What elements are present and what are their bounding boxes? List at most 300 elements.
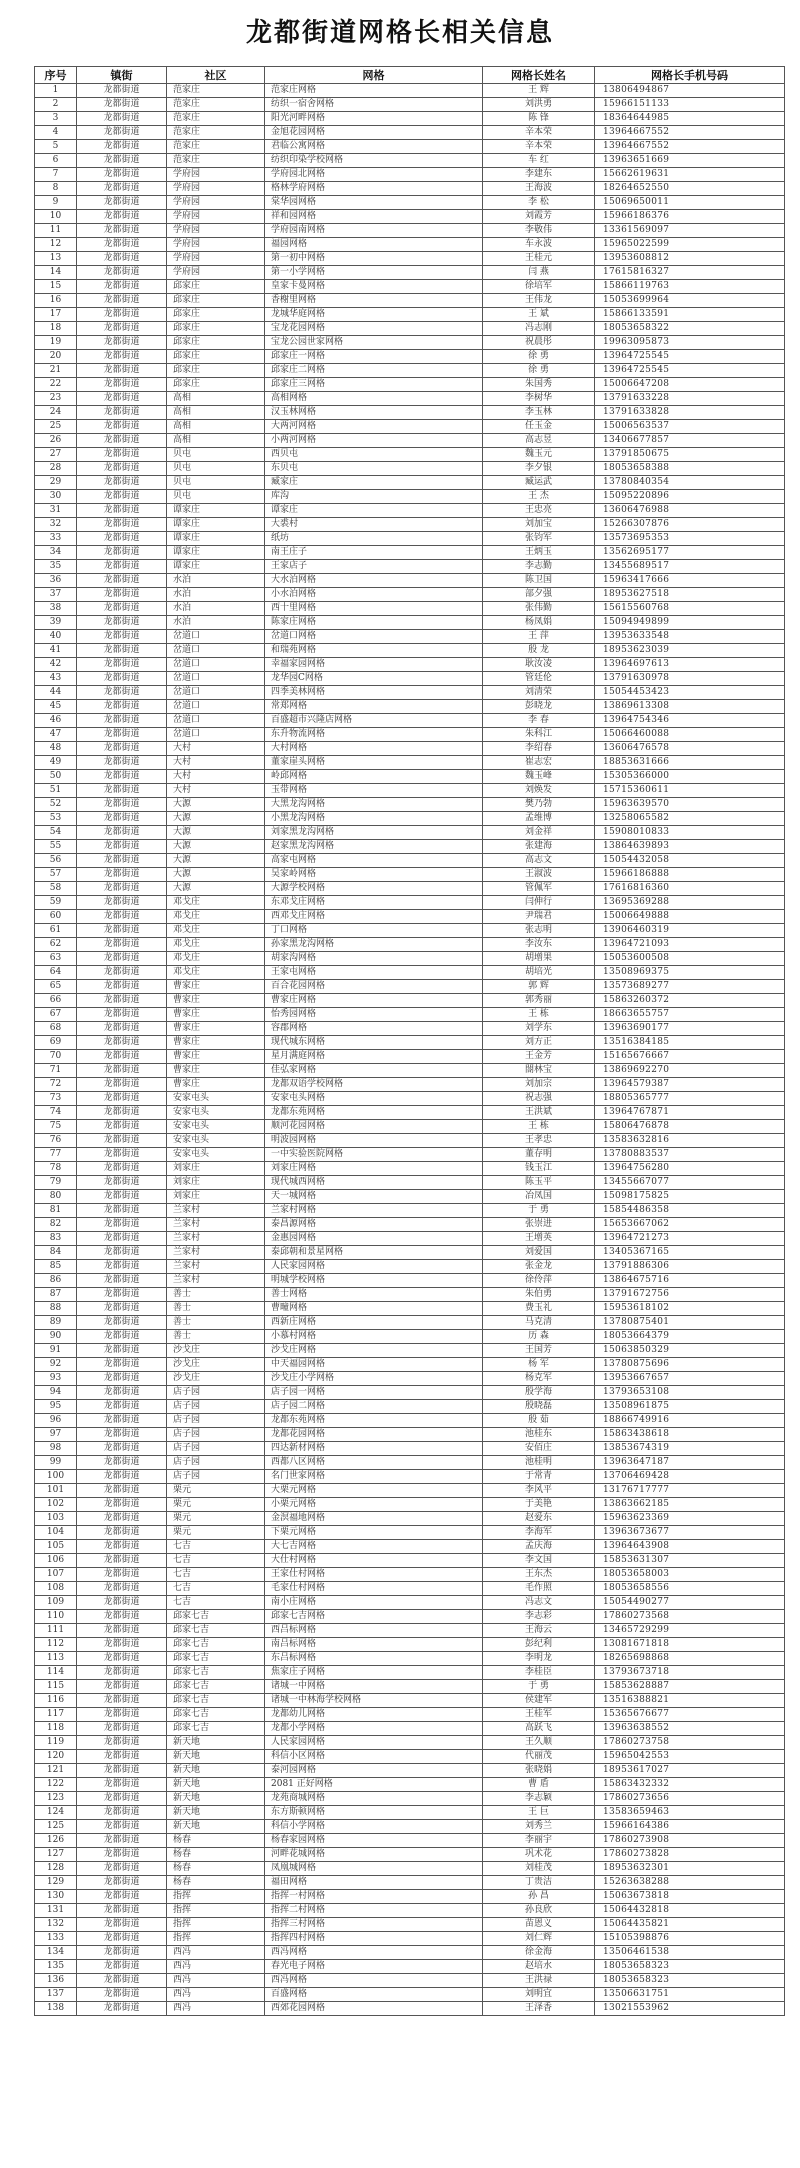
cell-town: 龙都街道 [77,1680,167,1694]
cell-town: 龙都街道 [77,574,167,588]
cell-grid: 汉玉林网格 [265,406,483,420]
cell-phone: 15853631307 [595,1554,785,1568]
table-row [35,1302,785,1316]
cell-grid: 明城学校网格 [265,1274,483,1288]
table-row [35,980,785,994]
table-row [35,714,785,728]
cell-community: 大源 [167,868,265,882]
cell-grid: 河畔花城网格 [265,1848,483,1862]
cell-community: 范家庄 [167,140,265,154]
cell-grid: 百合花园网格 [265,980,483,994]
table-row [35,490,785,504]
cell-leader-name: 殷 茹 [483,1414,595,1428]
cell-index: 51 [35,784,77,798]
table-row [35,1274,785,1288]
cell-town: 龙都街道 [77,714,167,728]
cell-phone: 15653667062 [595,1218,785,1232]
cell-grid: 东方斯顿网格 [265,1806,483,1820]
cell-community: 大源 [167,882,265,896]
cell-grid: 祥和园网格 [265,210,483,224]
cell-phone: 17860273908 [595,1834,785,1848]
cell-grid: 大栗元网格 [265,1484,483,1498]
cell-grid: 格林学府网格 [265,182,483,196]
cell-grid: 邱家庄二网格 [265,364,483,378]
cell-index: 85 [35,1260,77,1274]
cell-leader-name: 刘学东 [483,1022,595,1036]
table-row [35,1526,785,1540]
cell-index: 14 [35,266,77,280]
cell-phone: 17860273758 [595,1736,785,1750]
cell-town: 龙都街道 [77,1120,167,1134]
cell-community: 谭家庄 [167,532,265,546]
cell-phone: 13953608812 [595,252,785,266]
cell-phone: 18953627518 [595,588,785,602]
table-row [35,1050,785,1064]
cell-leader-name: 池桂东 [483,1428,595,1442]
cell-town: 龙都街道 [77,1708,167,1722]
cell-index: 113 [35,1652,77,1666]
cell-leader-name: 苗恩义 [483,1918,595,1932]
cell-grid: 纸坊 [265,532,483,546]
cell-town: 龙都街道 [77,322,167,336]
cell-town: 龙都街道 [77,1554,167,1568]
cell-town: 龙都街道 [77,1512,167,1526]
cell-grid: 吴家岭网格 [265,868,483,882]
cell-grid: 星月满庭网格 [265,1050,483,1064]
cell-index: 91 [35,1344,77,1358]
cell-phone: 15094949899 [595,616,785,630]
cell-phone: 13455689517 [595,560,785,574]
cell-community: 新天地 [167,1750,265,1764]
cell-town: 龙都街道 [77,1960,167,1974]
table-row [35,686,785,700]
cell-phone: 15054453423 [595,686,785,700]
cell-leader-name: 费玉礼 [483,1302,595,1316]
cell-grid: 小水泊网格 [265,588,483,602]
cell-index: 60 [35,910,77,924]
cell-leader-name: 王 斌 [483,308,595,322]
cell-index: 62 [35,938,77,952]
cell-index: 37 [35,588,77,602]
cell-leader-name: 于常青 [483,1470,595,1484]
cell-community: 杨春 [167,1876,265,1890]
cell-leader-name: 刘焕发 [483,784,595,798]
cell-phone: 15953618102 [595,1302,785,1316]
cell-phone: 15006563537 [595,420,785,434]
cell-index: 108 [35,1582,77,1596]
cell-grid: 王家屯网格 [265,966,483,980]
cell-leader-name: 魏玉峰 [483,770,595,784]
table-row [35,1512,785,1526]
cell-phone: 15053699964 [595,294,785,308]
cell-index: 22 [35,378,77,392]
cell-community: 范家庄 [167,126,265,140]
table-row [35,308,785,322]
cell-leader-name: 王忠亮 [483,504,595,518]
cell-community: 贝屯 [167,462,265,476]
table-row [35,1190,785,1204]
cell-leader-name: 于 勇 [483,1680,595,1694]
cell-community: 学府园 [167,266,265,280]
cell-leader-name: 徐金海 [483,1946,595,1960]
cell-phone: 18053658322 [595,322,785,336]
cell-community: 岔道口 [167,728,265,742]
cell-index: 80 [35,1190,77,1204]
cell-community: 曹家庄 [167,994,265,1008]
cell-town: 龙都街道 [77,868,167,882]
cell-phone: 17860273828 [595,1848,785,1862]
cell-leader-name: 孙 昌 [483,1890,595,1904]
cell-community: 学府园 [167,238,265,252]
cell-index: 116 [35,1694,77,1708]
cell-index: 126 [35,1834,77,1848]
cell-phone: 15908010833 [595,826,785,840]
cell-index: 101 [35,1484,77,1498]
cell-town: 龙都街道 [77,616,167,630]
cell-leader-name: 毛作照 [483,1582,595,1596]
cell-community: 邱家庄 [167,308,265,322]
cell-phone: 15053600508 [595,952,785,966]
cell-leader-name: 王洪斌 [483,1106,595,1120]
cell-phone: 13465729299 [595,1624,785,1638]
cell-index: 39 [35,616,77,630]
cell-leader-name: 丁贵洁 [483,1876,595,1890]
cell-town: 龙都街道 [77,1750,167,1764]
cell-index: 21 [35,364,77,378]
cell-index: 63 [35,952,77,966]
cell-town: 龙都街道 [77,952,167,966]
cell-phone: 13516388821 [595,1694,785,1708]
cell-community: 栗元 [167,1484,265,1498]
cell-community: 邱家七吉 [167,1722,265,1736]
cell-leader-name: 祝晨彤 [483,336,595,350]
cell-community: 贝屯 [167,448,265,462]
cell-phone: 15165676667 [595,1050,785,1064]
cell-town: 龙都街道 [77,1610,167,1624]
cell-grid: 西都八区网格 [265,1456,483,1470]
table-row [35,1092,785,1106]
cell-phone: 15966164386 [595,1820,785,1834]
cell-community: 刘家庄 [167,1190,265,1204]
cell-phone: 15054432058 [595,854,785,868]
cell-leader-name: 胡培光 [483,966,595,980]
cell-leader-name: 李风平 [483,1484,595,1498]
cell-community: 新天地 [167,1792,265,1806]
cell-town: 龙都街道 [77,728,167,742]
cell-index: 115 [35,1680,77,1694]
header-grid: 网格 [265,67,483,84]
cell-phone: 19963095873 [595,336,785,350]
cell-community: 大源 [167,840,265,854]
cell-leader-name: 张崇进 [483,1218,595,1232]
cell-town: 龙都街道 [77,238,167,252]
cell-index: 36 [35,574,77,588]
cell-index: 12 [35,238,77,252]
cell-grid: 范家庄网格 [265,84,483,98]
cell-town: 龙都街道 [77,266,167,280]
cell-index: 87 [35,1288,77,1302]
table-row [35,98,785,112]
cell-phone: 15365676677 [595,1708,785,1722]
cell-town: 龙都街道 [77,1806,167,1820]
cell-index: 128 [35,1862,77,1876]
table-row [35,854,785,868]
cell-phone: 15066460088 [595,728,785,742]
cell-grid: 大两河网格 [265,420,483,434]
cell-town: 龙都街道 [77,1778,167,1792]
cell-town: 龙都街道 [77,1372,167,1386]
table-row [35,1078,785,1092]
cell-town: 龙都街道 [77,224,167,238]
cell-phone: 13953633548 [595,630,785,644]
cell-index: 114 [35,1666,77,1680]
table-row [35,546,785,560]
cell-phone: 13258065582 [595,812,785,826]
cell-index: 43 [35,672,77,686]
cell-grid: 东升物流网格 [265,728,483,742]
cell-leader-name: 于美艳 [483,1498,595,1512]
cell-town: 龙都街道 [77,1148,167,1162]
cell-town: 龙都街道 [77,1596,167,1610]
table-row [35,196,785,210]
cell-leader-name: 高跃飞 [483,1722,595,1736]
cell-town: 龙都街道 [77,168,167,182]
table-row [35,798,785,812]
cell-index: 66 [35,994,77,1008]
cell-grid: 东贝屯 [265,462,483,476]
cell-community: 邱家七吉 [167,1624,265,1638]
cell-community: 七吉 [167,1568,265,1582]
cell-phone: 18053658003 [595,1568,785,1582]
cell-phone: 15064435821 [595,1918,785,1932]
cell-index: 88 [35,1302,77,1316]
cell-community: 邓戈庄 [167,938,265,952]
cell-leader-name: 张晓娟 [483,1764,595,1778]
table-row [35,364,785,378]
table-row [35,1890,785,1904]
cell-phone: 13793673718 [595,1666,785,1680]
cell-grid: 顺河花园网格 [265,1120,483,1134]
cell-index: 118 [35,1722,77,1736]
cell-community: 邓戈庄 [167,896,265,910]
table-row [35,616,785,630]
cell-community: 杨春 [167,1848,265,1862]
cell-phone: 18866749916 [595,1414,785,1428]
cell-town: 龙都街道 [77,546,167,560]
cell-community: 高相 [167,406,265,420]
cell-index: 8 [35,182,77,196]
cell-community: 邓戈庄 [167,952,265,966]
cell-phone: 13361569097 [595,224,785,238]
cell-community: 邱家庄 [167,378,265,392]
cell-town: 龙都街道 [77,1694,167,1708]
table-row [35,1750,785,1764]
cell-grid: 学府园北网格 [265,168,483,182]
cell-phone: 13406677857 [595,434,785,448]
cell-index: 69 [35,1036,77,1050]
cell-town: 龙都街道 [77,994,167,1008]
cell-leader-name: 樊乃勃 [483,798,595,812]
cell-leader-name: 王东杰 [483,1568,595,1582]
cell-grid: 丁口网格 [265,924,483,938]
cell-index: 55 [35,840,77,854]
cell-town: 龙都街道 [77,1386,167,1400]
cell-phone: 18264652550 [595,182,785,196]
cell-leader-name: 张志明 [483,924,595,938]
table-row [35,1918,785,1932]
table-row [35,84,785,98]
cell-grid: 容郡网格 [265,1022,483,1036]
cell-index: 3 [35,112,77,126]
cell-index: 5 [35,140,77,154]
cell-phone: 13906460319 [595,924,785,938]
cell-community: 安家屯头 [167,1148,265,1162]
table-row [35,938,785,952]
cell-index: 103 [35,1512,77,1526]
table-row [35,1372,785,1386]
cell-grid: 龙都小学网格 [265,1722,483,1736]
cell-grid: 西冯网格 [265,1974,483,1988]
cell-phone: 13606476988 [595,504,785,518]
cell-community: 店子园 [167,1456,265,1470]
table-row [35,882,785,896]
table-row [35,1414,785,1428]
cell-leader-name: 管佩军 [483,882,595,896]
table-row [35,924,785,938]
cell-grid: 臧家庄 [265,476,483,490]
cell-grid: 诸城一中网格 [265,1680,483,1694]
cell-town: 龙都街道 [77,294,167,308]
table-row [35,1260,785,1274]
cell-phone: 15069650011 [595,196,785,210]
cell-leader-name: 刘洪勇 [483,98,595,112]
cell-phone: 17860273568 [595,1610,785,1624]
table-row [35,1106,785,1120]
cell-leader-name: 高志文 [483,854,595,868]
cell-grid: 大源学校网格 [265,882,483,896]
cell-leader-name: 张钧军 [483,532,595,546]
cell-grid: 纺织一宿舍网格 [265,98,483,112]
cell-phone: 13963690177 [595,1022,785,1036]
table-row [35,1960,785,1974]
cell-leader-name: 刘仁辉 [483,1932,595,1946]
cell-community: 兰家村 [167,1218,265,1232]
cell-leader-name: 李丽宇 [483,1834,595,1848]
cell-index: 26 [35,434,77,448]
cell-community: 学府园 [167,182,265,196]
table-row [35,504,785,518]
cell-community: 兰家村 [167,1274,265,1288]
cell-community: 水泊 [167,616,265,630]
cell-leader-name: 郭秀丽 [483,994,595,1008]
table-row [35,1638,785,1652]
cell-phone: 13864639893 [595,840,785,854]
cell-grid: 大水泊网格 [265,574,483,588]
cell-community: 学府园 [167,168,265,182]
cell-community: 新天地 [167,1806,265,1820]
cell-community: 大源 [167,812,265,826]
table-row [35,1596,785,1610]
cell-index: 59 [35,896,77,910]
cell-community: 指挥 [167,1918,265,1932]
cell-phone: 13806494867 [595,84,785,98]
cell-community: 邱家七吉 [167,1666,265,1680]
cell-community: 安家屯头 [167,1106,265,1120]
cell-community: 学府园 [167,210,265,224]
cell-phone: 15965042553 [595,1750,785,1764]
table-row [35,1764,785,1778]
cell-grid: 龙都东苑网格 [265,1106,483,1120]
cell-leader-name: 徐 勇 [483,350,595,364]
cell-leader-name: 董存明 [483,1148,595,1162]
cell-community: 新天地 [167,1764,265,1778]
cell-community: 大村 [167,770,265,784]
cell-index: 19 [35,336,77,350]
cell-phone: 15963639570 [595,798,785,812]
cell-grid: 大仕村网格 [265,1554,483,1568]
cell-phone: 15054490277 [595,1596,785,1610]
cell-leader-name: 祝志强 [483,1092,595,1106]
cell-index: 27 [35,448,77,462]
cell-leader-name: 车 红 [483,154,595,168]
cell-leader-name: 刘桂茂 [483,1862,595,1876]
cell-town: 龙都街道 [77,756,167,770]
cell-phone: 18364644985 [595,112,785,126]
cell-leader-name: 冯志刚 [483,322,595,336]
cell-grid: 邱家七吉网格 [265,1610,483,1624]
cell-leader-name: 臧运武 [483,476,595,490]
cell-index: 17 [35,308,77,322]
cell-town: 龙都街道 [77,126,167,140]
cell-grid: 南吕标网格 [265,1638,483,1652]
cell-phone: 13964721093 [595,938,785,952]
cell-phone: 15965022599 [595,238,785,252]
cell-town: 龙都街道 [77,1666,167,1680]
cell-town: 龙都街道 [77,112,167,126]
cell-index: 134 [35,1946,77,1960]
cell-community: 西冯 [167,1960,265,1974]
table-row [35,1848,785,1862]
cell-leader-name: 部夕强 [483,588,595,602]
cell-phone: 15866119763 [595,280,785,294]
cell-grid: 香榭里网格 [265,294,483,308]
cell-index: 65 [35,980,77,994]
cell-phone: 13021553962 [595,2002,785,2016]
cell-community: 岔道口 [167,686,265,700]
cell-phone: 15966151133 [595,98,785,112]
cell-town: 龙都街道 [77,140,167,154]
cell-index: 4 [35,126,77,140]
cell-grid: 小两河网格 [265,434,483,448]
cell-grid: 一中实验医院网格 [265,1148,483,1162]
table-row [35,756,785,770]
cell-index: 107 [35,1568,77,1582]
table-row [35,1288,785,1302]
cell-town: 龙都街道 [77,2002,167,2016]
cell-town: 龙都街道 [77,1470,167,1484]
cell-town: 龙都街道 [77,1428,167,1442]
cell-leader-name: 李玉林 [483,406,595,420]
cell-grid: 龙都花园网格 [265,1428,483,1442]
cell-leader-name: 朱伯勇 [483,1288,595,1302]
table-row [35,350,785,364]
cell-phone: 13706469428 [595,1470,785,1484]
cell-community: 邱家庄 [167,280,265,294]
cell-phone: 15305366000 [595,770,785,784]
cell-grid: 泰邱朝和景星网格 [265,1246,483,1260]
cell-community: 邱家七吉 [167,1610,265,1624]
cell-leader-name: 孟维博 [483,812,595,826]
